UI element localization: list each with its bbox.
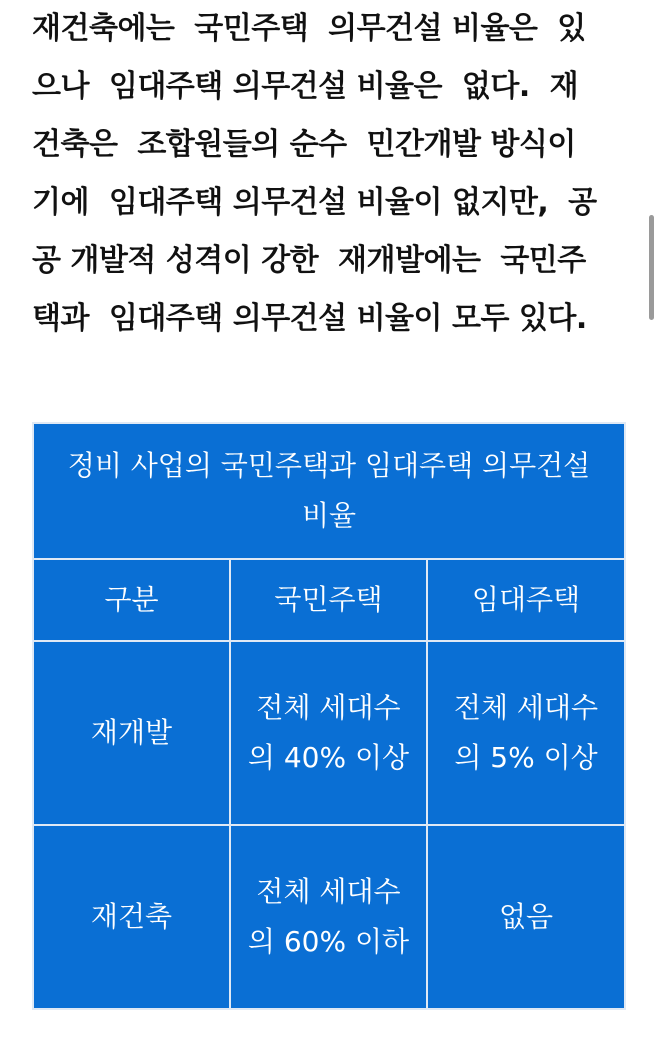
table-caption: 정비 사업의 국민주택과 임대주택 의무건설 비율 (33, 423, 625, 559)
table-row (33, 641, 625, 825)
paragraph-line: 택과 임대주택 의무건설 비율이 모두 있다. (32, 301, 587, 336)
header-category: 구분 (33, 559, 230, 641)
scrollbar-thumb[interactable] (649, 215, 654, 320)
row-label-redevelopment: 재개발 (33, 641, 230, 825)
header-national-housing: 국민주택 (230, 559, 427, 641)
paragraph-line: 건축은 조합원들의 순수 민간개발 방식이 (32, 127, 576, 162)
paragraph-line: 공 개발적 성격이 강한 재개발에는 국민주 (32, 243, 586, 278)
cell-redevelopment-rental: 전체 세대수의 5% 이상 (427, 641, 625, 825)
row-label-reconstruction: 재건축 (33, 825, 230, 1009)
table-row (33, 825, 625, 1009)
cell-reconstruction-national: 전체 세대수의 60% 이하 (230, 825, 427, 1009)
paragraph-line: 재건축에는 국민주택 의무건설 비율은 있 (32, 11, 586, 46)
cell-reconstruction-rental: 없음 (427, 825, 625, 1009)
article-paragraph (32, 0, 632, 348)
header-rental-housing: 임대주택 (427, 559, 625, 641)
paragraph-line: 기에 임대주택 의무건설 비율이 없지만, 공 (32, 185, 597, 220)
cell-redevelopment-national: 전체 세대수의 40% 이상 (230, 641, 427, 825)
construction-ratio-table (32, 422, 626, 1010)
paragraph-line: 으나 임대주택 의무건설 비율은 없다. 재 (32, 69, 579, 104)
